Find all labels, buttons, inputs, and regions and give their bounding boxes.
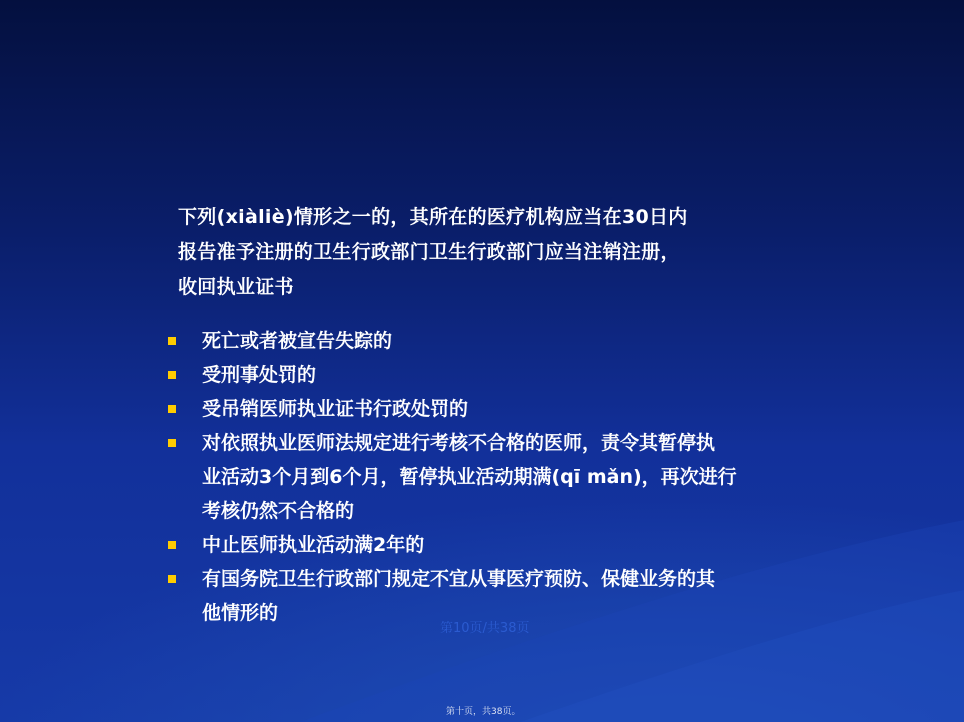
list-item [168,392,808,426]
list-item [168,426,808,528]
square-bullet-icon [168,439,176,447]
list-item [168,358,808,392]
list-item [168,324,808,358]
square-bullet-icon [168,541,176,549]
list-item-text: 有国务院卫生行政部门规定不宜从事医疗预防、保健业务的其 [202,568,716,590]
list-item-text: 受吊销医师执业证书行政处罚的 [202,398,469,420]
square-bullet-icon [168,575,176,583]
footer-page-number: 第十页，共38页。 [446,707,521,717]
intro-line: 报告准予注册的卫生行政部门卫生行政部门应当注销注册， [178,241,680,263]
square-bullet-icon [168,337,176,345]
intro-line: 收回执业证书 [178,276,294,298]
list-item-text: 对依照执业医师法规定进行考核不合格的医师，责令其暂停执 [202,432,716,454]
list-item-text: 受刑事处罚的 [202,364,317,386]
square-bullet-icon [168,371,176,379]
list-item-text: 考核仍然不合格的 [202,500,355,522]
square-bullet-icon [168,405,176,413]
list-item-text: 中止医师执业活动满2年的 [202,534,425,556]
page-number: 第10页/共38页 [440,621,530,636]
list-item-text: 死亡或者被宣告失踪的 [202,330,393,352]
intro-paragraph [178,200,798,305]
list-item [168,528,808,562]
bullet-list [168,324,808,630]
list-item-text: 他情形的 [202,602,279,624]
list-item-text: 业活动3个月到6个月，暂停执业活动期满(qī mǎn)，再次进行 [202,466,737,488]
intro-line: 下列(xiàliè)情形之一的，其所在的医疗机构应当在30日内 [178,206,688,228]
